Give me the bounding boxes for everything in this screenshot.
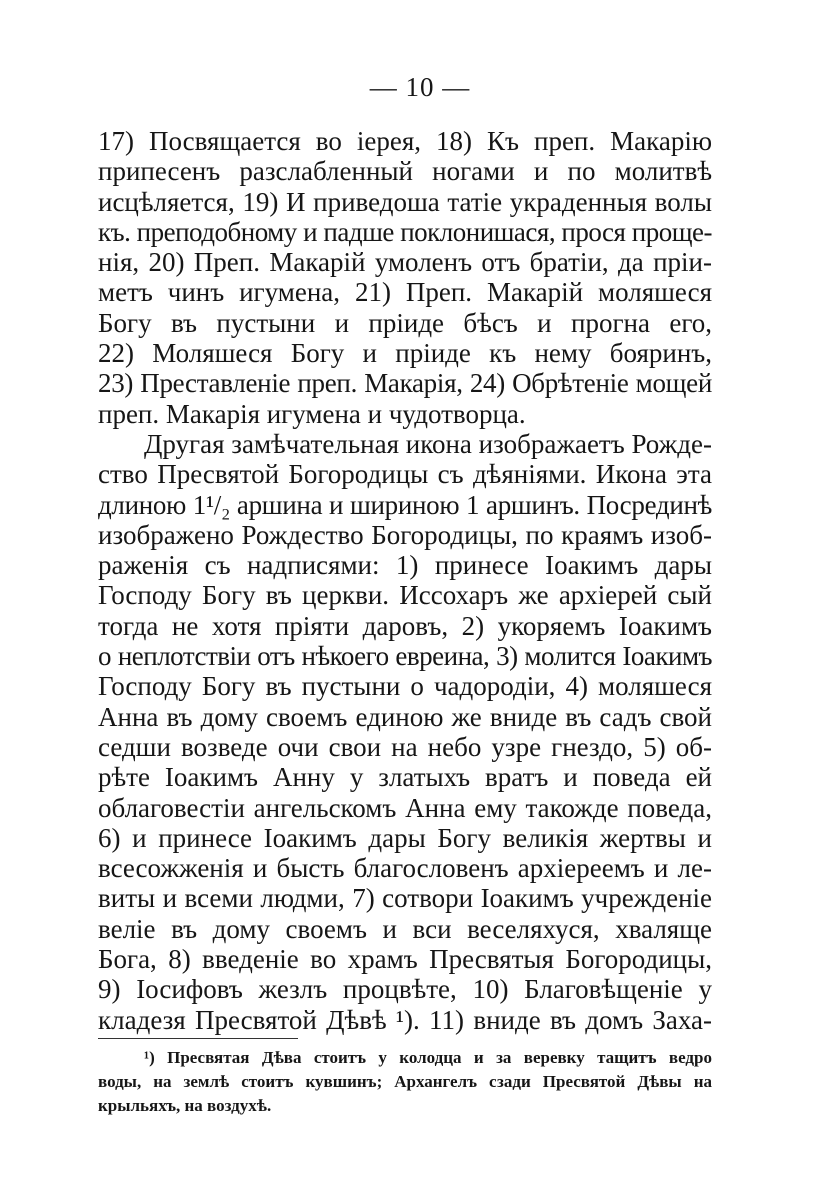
text-line: Господу Богу въ церкви. Иссохаръ же архіерей сый	[98, 580, 712, 611]
text-line: Бога, 8) введеніе во храмъ Пресвятыя Богородицы,	[98, 944, 712, 975]
text-line: веліе въ дому своемъ и вси веселяхуся, хваляще	[98, 913, 712, 944]
text-line: 22) Моляшеся Богу и пріиде къ нему бояринъ,	[98, 338, 712, 369]
text-line: рѣте Іоакимъ Анну у златыхъ вратъ и поведа ей	[98, 762, 712, 793]
body-text	[98, 126, 712, 1035]
text-line: кладезя Пресвятой Дѣвѣ ¹). 11) вниде въ домъ Заха-	[98, 1004, 712, 1035]
text-line: исцѣляется, 19) И приведоша татіе украденныя волы	[98, 186, 712, 217]
page-number: — 10 —	[369, 72, 471, 102]
text-line: метъ чинъ игумена, 21) Преп. Макарій моляшеся	[98, 277, 712, 308]
text-line: 23) Преставленіе преп. Макарія, 24) Обрѣтеніе мощей	[98, 368, 712, 399]
text-line: изображено Рождество Богородицы, по краямъ изоб-	[98, 519, 712, 550]
footnote-line: крыльяхъ, на воздухѣ.	[98, 1096, 272, 1115]
text-line: Господу Богу въ пустыни о чадородіи, 4) моляшеся	[98, 671, 712, 702]
text-line: 9) Іосифовъ жезлъ процвѣте, 10) Благовѣщеніе у	[98, 974, 712, 1005]
text-line: тогда не хотя пріяти даровъ, 2) укоряемъ Іоакимъ	[98, 610, 712, 641]
text-line: Богу въ пустыни и пріиде бѣсъ и прогна его,	[98, 307, 712, 338]
text-line: припесенъ разслабленный ногами и по молитвѣ	[98, 156, 712, 187]
paragraph-start-line: Другая замѣчательная икона изображаетъ Рожде-	[144, 428, 712, 459]
text-line: Анна въ дому своемъ единою же вниде въ садъ свой	[98, 701, 712, 732]
footnote	[98, 1046, 712, 1118]
text-line: нія, 20) Преп. Макарій умоленъ отъ братіи, да пріи-	[98, 247, 712, 278]
text-line: къ. преподобному и падше поклонишася, прося проще-	[98, 216, 712, 247]
footnote-line: воды, на землѣ стоитъ кувшинъ; Архангелъ сзади Пресвятой Дѣвы на	[98, 1072, 712, 1091]
text-line: 17) Посвящается во іерея, 18) Къ преп. Макарію	[98, 126, 712, 156]
text-line: виты и всеми людми, 7) сотвори Іоакимъ учрежденіе	[98, 883, 712, 914]
text-line: всесожженія и бысть благословенъ архіереемъ и ле-	[98, 853, 712, 884]
footnote-divider	[98, 1038, 298, 1039]
text-line: 6) и принесе Іоакимъ дары Богу великія жертвы и	[98, 822, 712, 853]
paragraph-end-line: преп. Макарія игумена и чудотворца.	[98, 398, 526, 429]
text-line: ство Пресвятой Богородицы съ дѣяніями. Икона эта	[98, 459, 712, 490]
text-line: длиною 1¹/₂ аршина и шириною 1 аршинъ. Посрединѣ	[98, 489, 712, 520]
footnote-line: ¹) Пресвятая Дѣва стоитъ у колодца и за веревку тащитъ ведро	[144, 1048, 712, 1067]
text-line: седши возведе очи свои на небо узре гнездо, 5) об-	[98, 731, 712, 762]
text-line: о неплотствіи отъ нѣкоего евреина, 3) молится Іоакимъ	[98, 641, 712, 672]
text-line: облаговестіи ангельскомъ Анна ему такожде поведа,	[98, 792, 712, 823]
text-line: раженія съ надписями: 1) принесе Іоакимъ дары	[98, 550, 712, 581]
